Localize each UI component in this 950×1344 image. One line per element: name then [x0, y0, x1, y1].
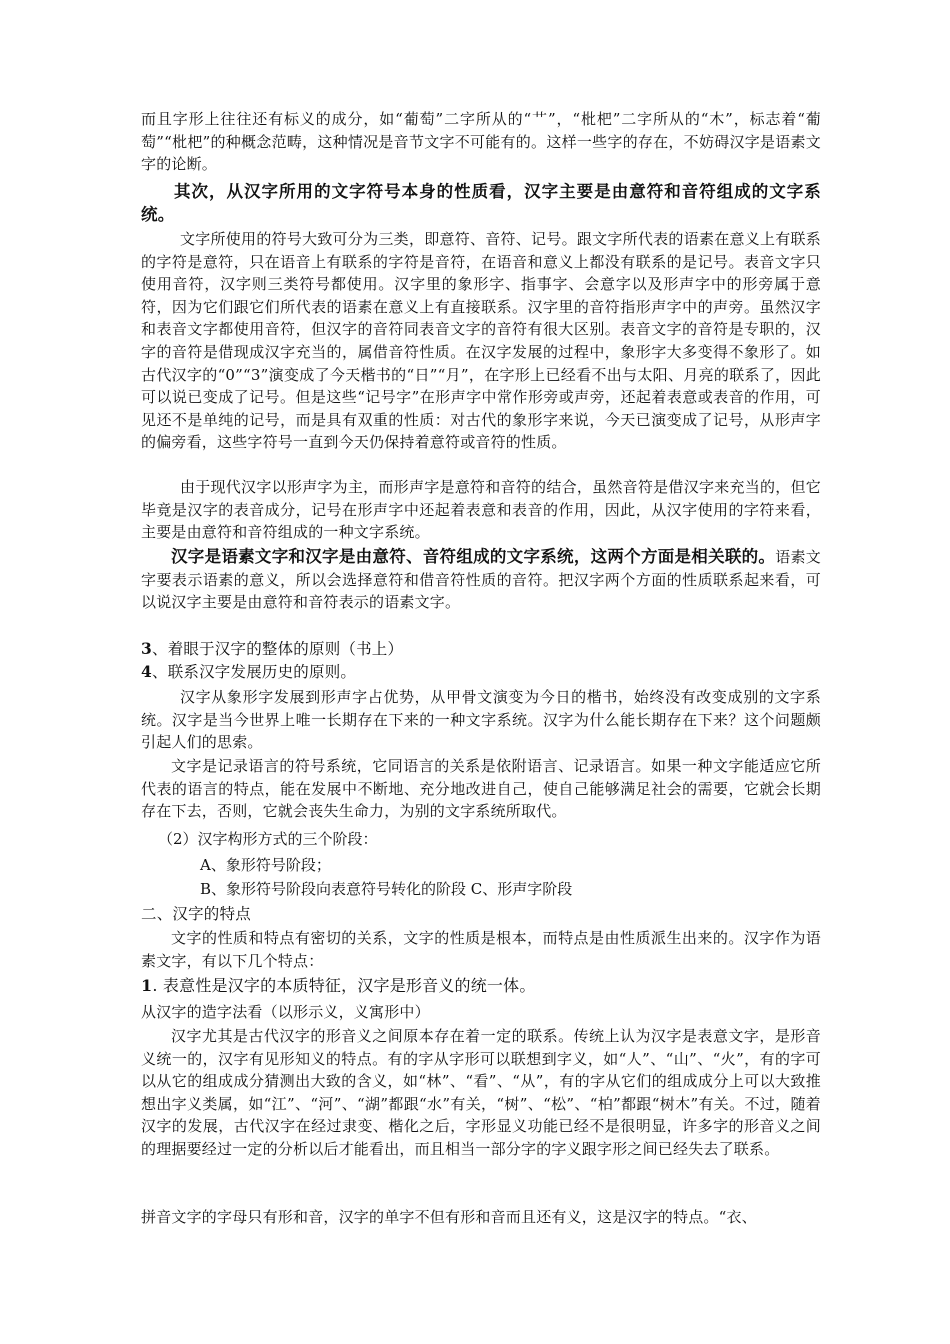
paragraph-relation	[141, 545, 821, 614]
stage-a: A、象形符号阶段；	[200, 856, 331, 874]
from-line: 从汉字的造字法看（以形示义，义寓形中）	[141, 1003, 430, 1021]
paragraph-ideographic: 汉字尤其是古代汉字的形音义之间原本存在着一定的联系。传统上认为汉字是表意文字，是形音义统一的，汉字有见形知义的特点。有的字从字形可以联想到字义，如“人”、“山”、“火”，有的字可以从它的组成成分猜测出大致的含义，如“林”、“看”、“从”，有的字从它们的组成成分上可以大致推想出字义类属，如“江”、“河”、“湖”都跟“水”有关，“树”、“松”、“柏”都跟“树木”有关。不过，随着汉字的发展，古代汉字在经过隶变、楷化之后，字形显义功能已经不是很明显，许多字的形音义之间的理据要经过一定的分析以后才能看出，而且相当一部分字的字义跟字形之间已经失去了联系。	[141, 1027, 821, 1158]
relation-rest: 语素文字要表示语素的意义，所以会选择意符和借音符性质的音符。把汉字两个方面的性质联系起来看，可以说汉字主要是由意符和音符表示的语素文字。	[141, 548, 822, 612]
heading-3	[141, 638, 821, 661]
paragraph-history: 汉字从象形字发展到形声字占优势，从甲骨文演变为今日的楷书，始终没有改变成别的文字系统。汉字是当今世界上唯一长期存在下来的一种文字系统。汉字为什么能长期存在下来？这个问题颇引起人们的思索。	[141, 688, 821, 752]
stage-b-c: B、象形符号阶段向表意符号转化的阶段 C、形声字阶段	[200, 880, 573, 898]
bold-heading-second: 其次，从汉字所用的文字符号本身的性质看，汉字主要是由意符和音符组成的文字系统。	[141, 182, 821, 224]
paragraph-cont: 而且字形上往往还有标义的成分，如“葡萄”二字所从的“艹”，“枇杷”二字所从的“木”，标志着“葡萄”“枇杷”的种概念范畴，这种情况是音节文字不可能有的。这样一些字的存在，不妨碍汉字是语素文字的论断。	[141, 110, 821, 174]
heading-3-number: 3	[141, 639, 152, 658]
paragraph-features: 文字的性质和特点有密切的关系，文字的性质是根本，而特点是由性质派生出来的。汉字作为语素文字，有以下几个特点：	[141, 929, 821, 970]
point-1-number: 1	[141, 976, 153, 995]
paragraph-xingsheng: 由于现代汉字以形声字为主，而形声字是意符和音符的结合，虽然音符是借汉字来充当的，但它毕竟是汉字的表音成分，记号在形声字中还起着表意和表音的作用，因此，从汉字使用的字符来看，主要是由意符和音符组成的一种文字系统。	[141, 478, 821, 542]
point-1-text: . 表意性是汉字的本质特征，汉字是形音义的统一体。	[152, 976, 536, 995]
subheading-stages: （2）汉字构形方式的三个阶段：	[158, 830, 378, 848]
paragraph-language: 文字是记录语言的符号系统，它同语言的关系是依附语言、记录语言。如果一种文字能适应它所代表的语言的特点，能在发展中不断地、充分地改进自己，使自己能够满足社会的需要，它就会长期存在下去，否则，它就会丧失生命力，为别的文字系统所取代。	[141, 757, 821, 821]
point-1	[141, 975, 821, 998]
heading-4-text: 、联系汉字发展历史的原则。	[152, 663, 357, 681]
paragraph-alphabet: 拼音文字的字母只有形和音，汉字的单字不但有形和音而且还有义，这是汉字的特点。“衣、	[141, 1208, 757, 1226]
heading-3-text: 、着眼于汉字的整体的原则（书上）	[152, 640, 404, 658]
heading-4-number: 4	[141, 662, 152, 681]
relation-bold: 汉字是语素文字和汉字是由意符、音符组成的文字系统，这两个方面是相关联的。	[171, 547, 776, 566]
paragraph-symbols: 文字所使用的符号大致可分为三类，即意符、音符、记号。跟文字所代表的语素在意义上有联系的字符是意符，只在语音上有联系的字符是音符，在语音和意义上都没有联系的是记号。表音文字只使用音符，汉字则三类符号都使用。汉字里的象形字、指事字、会意字以及形声字中的形旁属于意符，因为它们跟它们所代表的语素在意义上有直接联系。汉字里的音符指形声字中的声旁。虽然汉字和表音文字都使用音符，但汉字的音符同表音文字的音符有很大区别。表音文字的音符是专职的，汉字的音符是借现成汉字充当的，属借音符性质。在汉字发展的过程中，象形字大多变得不象形了。如古代汉字的“0”“3”演变成了今天楷书的“日”“月”，在字形上已经看不出与太阳、月亮的联系了，因此可以说已变成了记号。但是这些“记号字”在形声字中常作形旁或声旁，还起着表意或表音的作用，可见还不是单纯的记号，而是具有双重的性质：对古代的象形字来说，今天已演变成了记号，从形声字的偏旁看，这些字符号一直到今天仍保持着意符或音符的性质。	[141, 230, 821, 452]
heading-4	[141, 661, 821, 684]
section-2-heading: 二、汉字的特点	[141, 905, 251, 923]
